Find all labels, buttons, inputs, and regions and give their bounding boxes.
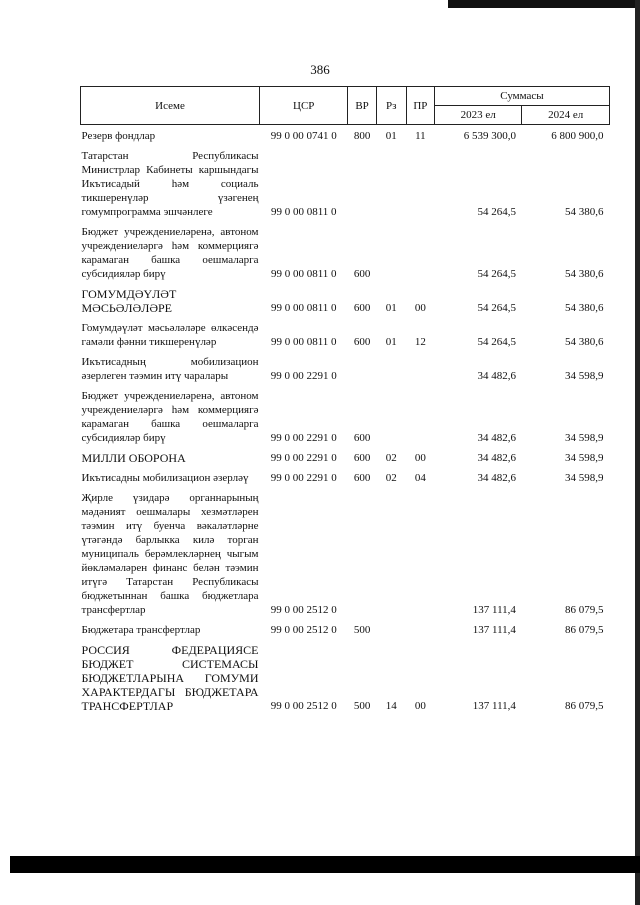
row-name [81, 445, 260, 465]
row-name [81, 315, 260, 349]
row-pr: 12 [414, 336, 426, 348]
row-name [81, 219, 260, 281]
row-pr [406, 485, 434, 617]
table-row [81, 125, 610, 144]
row-name [81, 143, 260, 219]
row-pr: 00 [414, 700, 426, 712]
row-name-text: Бюджет учреждениеләренә, автоном учреждениеләргә һәм коммерциягә карамаган башка оешмаларга субсидияләр бирү [81, 226, 259, 280]
table-row [81, 383, 610, 445]
header-sums: Суммасы [434, 87, 609, 106]
row-name-text: Резерв фондлар [81, 130, 156, 142]
row-vr [348, 349, 376, 383]
table-row [81, 485, 610, 617]
page-number: 386 [310, 62, 330, 77]
row-sum-2024: 86 079,5 [565, 604, 604, 616]
row-rz: 01 [385, 336, 397, 348]
row-vr: 500 [353, 700, 371, 712]
row-rz [376, 349, 406, 383]
row-vr: 600 [353, 452, 371, 464]
row-sum-2023: 34 482,6 [477, 472, 516, 484]
row-csr: 99 0 00 0811 0 [270, 268, 337, 280]
row-name-text: ГОМУМДӘҮЛӘТ МӘСЬӘЛӘЛӘРЕ [81, 287, 177, 315]
row-sum-2024: 54 380,6 [565, 268, 604, 280]
header-csr: ЦСР [260, 87, 348, 125]
row-pr: 00 [414, 452, 426, 464]
row-vr: 800 [353, 130, 371, 142]
table-row [81, 315, 610, 349]
table-body [81, 125, 610, 714]
row-sum-2023: 34 482,6 [477, 452, 516, 464]
row-vr [348, 485, 376, 617]
row-pr [406, 349, 434, 383]
row-vr: 600 [353, 268, 371, 280]
row-sum-2024: 34 598,9 [565, 452, 604, 464]
scan-edge-top [448, 0, 640, 8]
row-pr [406, 143, 434, 219]
table-row [81, 143, 610, 219]
row-pr [406, 383, 434, 445]
header-pr: ПР [406, 87, 434, 125]
row-sum-2024: 6 800 900,0 [551, 130, 604, 142]
row-rz [376, 219, 406, 281]
row-vr: 600 [353, 302, 371, 314]
row-name [81, 485, 260, 617]
row-name-text: Бюджетара трансфертлар [81, 624, 201, 636]
row-csr: 99 0 00 2291 0 [270, 370, 337, 382]
row-name [81, 617, 260, 637]
row-sum-2023: 34 482,6 [477, 432, 516, 444]
row-sum-2024: 54 380,6 [565, 206, 604, 218]
row-sum-2023: 54 264,5 [477, 206, 516, 218]
row-sum-2023: 137 111,4 [472, 700, 516, 712]
header-vr: ВР [348, 87, 376, 125]
row-vr: 600 [353, 432, 371, 444]
row-rz [376, 143, 406, 219]
row-name-text: Икътисадны мобилизацион әзерләү [81, 472, 249, 484]
row-rz: 01 [385, 302, 397, 314]
row-name-text: Бюджет учреждениеләренә, автоном учреждениеләргә һәм коммерциягә карамаган башка оешмаларга субсидияләр бирү [81, 390, 259, 444]
table-row [81, 465, 610, 485]
row-csr: 99 0 00 0741 0 [270, 130, 337, 142]
row-sum-2023: 54 264,5 [477, 336, 516, 348]
header-2023: 2023 ел [434, 106, 521, 125]
row-rz [376, 617, 406, 637]
row-sum-2024: 34 598,9 [565, 370, 604, 382]
row-csr: 99 0 00 0811 0 [270, 302, 337, 314]
row-name [81, 125, 260, 144]
scan-edge-bottom [10, 856, 640, 873]
row-rz: 01 [385, 130, 397, 142]
row-name-text: Җирле үзидарә органнарының мәдәният оешмалары хезмәтләрен тәэмин итү буенча вәкаләтләрне үтәгәндә барлыкка килә торган муниципаль берәмлекләрнең чыгым йөкләмәләрен финанс белән тәэмин итүгә Татарстан Республикасы бюджетыннан башка бюджетлара трансфертлар [81, 492, 259, 616]
row-csr: 99 0 00 2291 0 [270, 432, 337, 444]
row-pr: 04 [414, 472, 426, 484]
row-rz: 02 [385, 472, 397, 484]
row-name [81, 349, 260, 383]
table-row [81, 219, 610, 281]
row-sum-2023: 34 482,6 [477, 370, 516, 382]
row-vr: 500 [353, 624, 371, 636]
row-rz: 02 [385, 452, 397, 464]
header-rz: Рз [376, 87, 406, 125]
row-csr: 99 0 00 2291 0 [270, 472, 337, 484]
row-name [81, 383, 260, 445]
table-row [81, 349, 610, 383]
row-csr: 99 0 00 2512 0 [270, 604, 337, 616]
row-sum-2023: 6 539 300,0 [463, 130, 516, 142]
row-sum-2023: 54 264,5 [477, 268, 516, 280]
row-name-text: Татарстан Республикасы Министрлар Кабинеты каршындагы Икътисадый һәм социаль тикшеренүләр үзәгенең гомумпрограмма эшчәнлеге [81, 150, 259, 218]
header-2024: 2024 ел [522, 106, 610, 125]
row-sum-2024: 86 079,5 [565, 624, 604, 636]
row-name-text: МИЛЛИ ОБОРОНА [81, 451, 186, 465]
row-sum-2023: 54 264,5 [477, 302, 516, 314]
row-vr: 600 [353, 336, 371, 348]
row-pr [406, 219, 434, 281]
row-csr: 99 0 00 2512 0 [270, 624, 337, 636]
row-sum-2024: 54 380,6 [565, 302, 604, 314]
row-name [81, 281, 260, 315]
scan-edge-right [635, 0, 640, 905]
row-vr: 600 [353, 472, 371, 484]
row-name-text: Гомумдәүләт мәсьәләләре өлкәсендә гамәли фәнни тикшеренүләр [81, 322, 259, 348]
table-row [81, 445, 610, 465]
row-sum-2024: 86 079,5 [565, 700, 604, 712]
row-rz [376, 485, 406, 617]
row-rz [376, 383, 406, 445]
row-sum-2024: 54 380,6 [565, 336, 604, 348]
row-csr: 99 0 00 0811 0 [270, 206, 337, 218]
header-name: Исеме [81, 87, 260, 125]
budget-table [80, 86, 610, 713]
row-name-text: РОССИЯ ФЕДЕРАЦИЯСЕ БЮДЖЕТ СИСТЕМАСЫ БЮДЖЕТЛАРЫНА ГОМУМИ ХАРАКТЕРДАГЫ БЮДЖЕТАРА ТРАНСФЕРТЛАР [81, 643, 259, 713]
row-csr: 99 0 00 2291 0 [270, 452, 337, 464]
row-name-text: Икътисадның мобилизацион әзерлеген тәэмин итү чаралары [81, 356, 259, 382]
row-sum-2024: 34 598,9 [565, 432, 604, 444]
row-name [81, 465, 260, 485]
row-pr: 00 [414, 302, 426, 314]
row-rz: 14 [385, 700, 397, 712]
row-csr: 99 0 00 0811 0 [270, 336, 337, 348]
table-row [81, 637, 610, 713]
table-row [81, 617, 610, 637]
row-sum-2023: 137 111,4 [472, 604, 516, 616]
row-name [81, 637, 260, 713]
row-sum-2024: 34 598,9 [565, 472, 604, 484]
row-pr [406, 617, 434, 637]
row-pr: 11 [415, 130, 426, 142]
row-sum-2023: 137 111,4 [472, 624, 516, 636]
table-header [81, 87, 610, 125]
row-vr [348, 143, 376, 219]
row-csr: 99 0 00 2512 0 [270, 700, 337, 712]
table-row [81, 281, 610, 315]
